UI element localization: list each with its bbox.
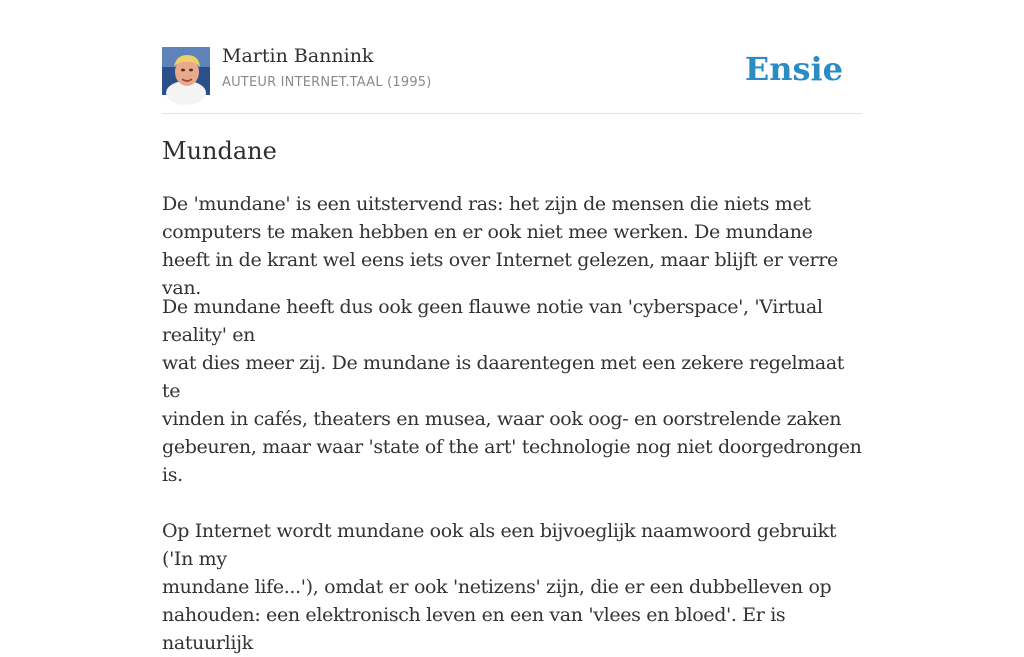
paragraph-line: mundane life...'), omdat er ook 'netizens' zijn, die er een dubbelleven op <box>162 576 832 598</box>
paragraph-line: wat dies meer zij. De mundane is daarentegen met een zekere regelmaat te <box>162 352 845 402</box>
author-photo <box>162 47 210 95</box>
paragraph-line: nahouden: een elektronisch leven en een van 'vlees en bloed'. Er is natuurlijk <box>162 604 786 654</box>
paragraph-line: gebeuren, maar waar 'state of the art' technologie nog niet doorgedrongen is. <box>162 436 862 486</box>
author-avatar[interactable] <box>162 47 210 95</box>
paragraph-line: De mundane heeft dus ook geen flauwe notie van 'cyberspace', 'Virtual reality' en <box>162 296 823 346</box>
author-header <box>162 0 862 114</box>
article-title: Mundane <box>162 137 277 165</box>
page <box>162 0 862 654</box>
article-paragraph-1: De 'mundane' is een uitstervend ras: het zijn de mensen die niets met computers te maken hebben en er ook niet mee werken. De mundane heeft in de krant wel eens iets over Internet gelezen, maar blijft er verre van. <box>162 193 838 299</box>
article-paragraph-2 <box>162 293 862 657</box>
paragraph-line: Op Internet wordt mundane ook als een bijvoeglijk naamwoord gebruikt ('In my <box>162 520 837 570</box>
author-name[interactable]: Martin Bannink <box>222 45 374 67</box>
author-subtitle: AUTEUR INTERNET.TAAL (1995) <box>222 75 432 90</box>
paragraph-line: vinden in cafés, theaters en musea, waar ook oog- en oorstrelende zaken <box>162 408 842 430</box>
paragraph-line-blank <box>162 489 862 517</box>
ensie-logo[interactable]: Ensie <box>744 50 843 88</box>
